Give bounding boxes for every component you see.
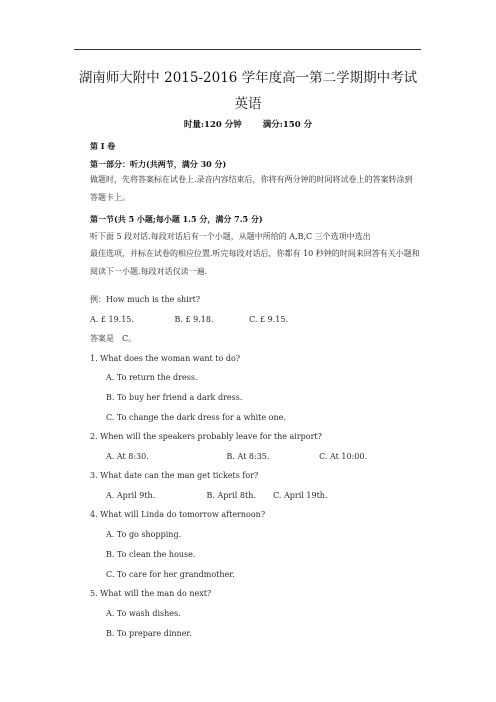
volume-heading: 第 I 卷 [90,141,116,151]
header-rule [74,49,421,50]
q2-option-a: A. At 8:30. [106,452,149,461]
option: A. £ 19.15. [90,315,134,324]
example-options [90,315,288,325]
question-4: 4. What will Linda do tomorrow afternoon? [90,510,266,519]
question-2: 2. When will the speakers probably leave for the airport? [90,432,322,441]
instruction-2a: 听下面 5 段对话.每段对话后有一个小题，从题中所给的 A,B,C 三个选项中选出 [90,232,371,241]
q1-option-b: B. To buy her friend a dark dress. [106,393,243,402]
q3-option-a: A. April 9th. [106,491,156,500]
option: C. £ 9.15. [249,315,289,324]
q3-option-c: C. April 19th. [273,491,328,500]
q3-options [106,491,328,501]
q2-options [106,452,367,462]
subject-title: 英语 [234,96,262,112]
time-limit: 时量:120 分钟 [183,120,242,130]
exam-meta [0,118,496,130]
question-3: 3. What date can the man get tickets for? [90,471,259,480]
instruction-2b: 最佳选项，并标在试卷的相应位置.听完每段对话后，你都有 10 秒钟的时间来回答有关小题和阅读下一小题.每段对话仅读一遍. [90,249,420,276]
q5-option-a: A. To wash dishes. [106,609,181,618]
example-question: 例：How much is the shirt? [90,295,201,304]
q5-option-b: B. To prepare dinner. [106,629,192,638]
full-score: 满分:150 分 [262,120,313,130]
q2-option-c: C. At 10:00. [319,452,368,461]
q1-option-c: C. To change the dark dress for a white one. [106,413,286,422]
exam-title: 湖南师大附中 2015-2016 学年度高一第二学期期中考试 [78,70,418,86]
q4-option-b: B. To clean the house. [106,550,196,559]
part1-heading: 第一部分：听力(共两节，满分 30 分) [90,159,227,169]
instruction-1: 做题时，先将答案标在试卷上.录音内容结束后，你将有两分钟的时间将试卷上的答案转涂到答题卡上。 [90,175,413,202]
example-answer: 答案是 C。 [90,334,137,343]
q3-option-b: B. April 8th. [206,491,256,500]
q1-option-a: A. To return the dress. [106,373,198,382]
option: B. £ 9.18. [174,315,214,324]
question-1: 1. What does the woman want to do? [90,354,241,363]
q4-option-a: A. To go shopping. [106,530,182,539]
q2-option-b: B. At 8:35. [226,452,270,461]
question-5: 5. What will the man do next? [90,589,212,598]
q4-option-c: C. To care for her grandmother. [106,570,235,579]
section1-heading: 第一节(共 5 小题;每小题 1.5 分，满分 7.5 分) [90,214,263,224]
